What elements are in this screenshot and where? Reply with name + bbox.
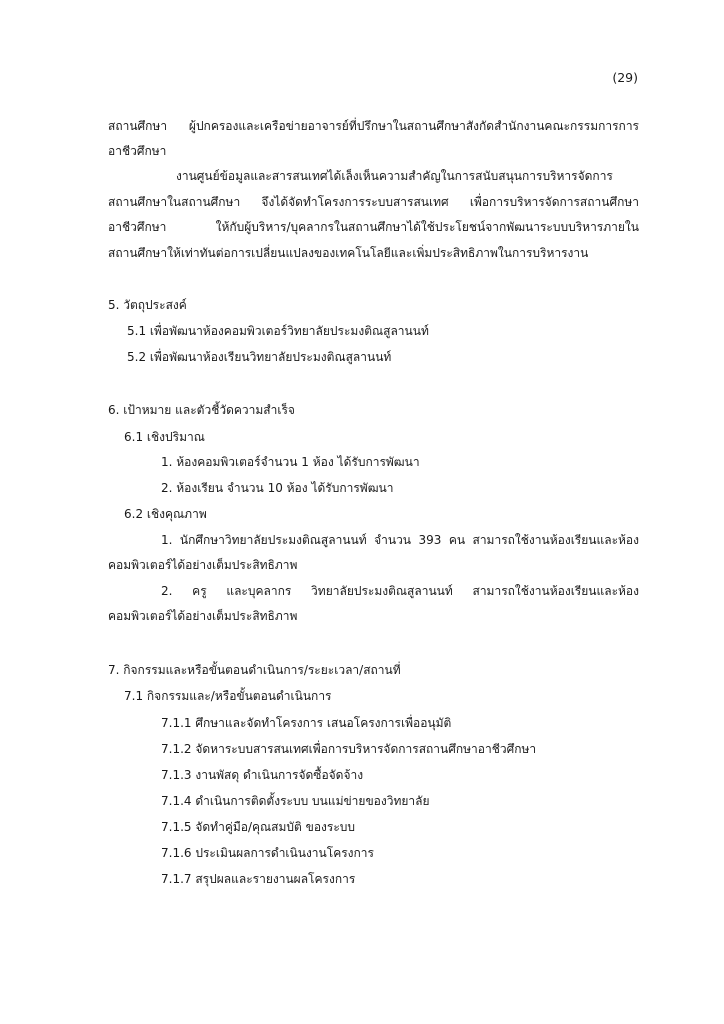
quantity-item: 1. ห้องคอมพิวเตอร์จำนวน 1 ห้อง ได้รับการพัฒนา <box>161 455 420 469</box>
activity-item: 7.1.4 ดำเนินการติดตั้งระบบ บนแม่ข่ายของวิทยาลัย <box>161 794 430 808</box>
activity-item: 7.1.6 ประเมินผลการดำเนินงานโครงการ <box>161 846 374 860</box>
activity-item: 7.1.1 ศึกษาและจัดทำโครงการ เสนอโครงการเพื่ออนุมัติ <box>161 716 452 730</box>
activity-item: 7.1.2 จัดหาระบบสารสนเทศเพื่อการบริหารจัดการสถานศึกษาอาชีวศึกษา <box>161 742 537 756</box>
quality-heading: 6.2 เชิงคุณภาพ <box>124 507 207 521</box>
activity-item: 7.1.5 จัดทำคู่มือ/คุณสมบัติ ของระบบ <box>161 820 356 834</box>
intro-line: สถานศึกษา ผู้ปกครองและเครือข่ายอาจารย์ที่ปรึกษาในสถานศึกษาสังกัดสำนักงานคณะกรรมการการ <box>108 119 639 133</box>
activity-item: 7.1.3 งานพัสดุ ดำเนินการจัดซื้อจัดจ้าง <box>161 768 364 782</box>
section-6-heading: 6. เป้าหมาย และตัวชี้วัดความสำเร็จ <box>108 403 295 417</box>
page-number: (29) <box>612 70 638 85</box>
quality-item-line: 1. นักศึกษาวิทยาลัยประมงติณสูลานนท์ จำนวน 393 คน สามารถใช้งานห้องเรียนและห้อง <box>161 533 639 547</box>
quality-item-line: คอมพิวเตอร์ได้อย่างเต็มประสิทธิภาพ <box>108 609 298 623</box>
section-5-heading: 5. วัตถุประสงค์ <box>108 298 187 312</box>
quality-item-line: คอมพิวเตอร์ได้อย่างเต็มประสิทธิภาพ <box>108 558 298 572</box>
section-7-heading: 7. กิจกรรมและหรือขั้นตอนดำเนินการ/ระยะเวลา/สถานที่ <box>108 663 401 677</box>
objective-item: 5.2 เพื่อพัฒนาห้องเรียนวิทยาลัยประมงติณสูลานนท์ <box>127 350 392 364</box>
objective-item: 5.1 เพื่อพัฒนาห้องคอมพิวเตอร์วิทยาลัยประมงติณสูลานนท์ <box>127 324 429 338</box>
paragraph-line: อาชีวศึกษา ให้กับผู้บริหาร/บุคลากรในสถานศึกษาได้ใช้ประโยชน์จากพัฒนาระบบบริหารภายใน <box>108 220 639 234</box>
paragraph-line: สถานศึกษาให้เท่าทันต่อการเปลี่ยนแปลงของเทคโนโลยีและเพิ่มประสิทธิภาพในการบริหารงาน <box>108 246 589 260</box>
paragraph-line: สถานศึกษาในสถานศึกษา จึงได้จัดทำโครงการระบบสารสนเทศ เพื่อการบริหารจัดการสถานศึกษา <box>108 195 639 209</box>
activity-item: 7.1.7 สรุปผลและรายงานผลโครงการ <box>161 872 356 886</box>
intro-line: อาชีวศึกษา <box>108 144 167 158</box>
paragraph-line: งานศูนย์ข้อมูลและสารสนเทศได้เล็งเห็นความสำคัญในการสนับสนุนการบริหารจัดการ <box>176 169 613 183</box>
activity-subheading: 7.1 กิจกรรมและ/หรือขั้นตอนดำเนินการ <box>124 689 332 703</box>
quality-item-line: 2. ครู และบุคลากร วิทยาลัยประมงติณสูลานนท์ สามารถใช้งานห้องเรียนและห้อง <box>161 584 639 598</box>
quantity-heading: 6.1 เชิงปริมาณ <box>124 430 205 444</box>
quantity-item: 2. ห้องเรียน จำนวน 10 ห้อง ได้รับการพัฒนา <box>161 481 394 495</box>
